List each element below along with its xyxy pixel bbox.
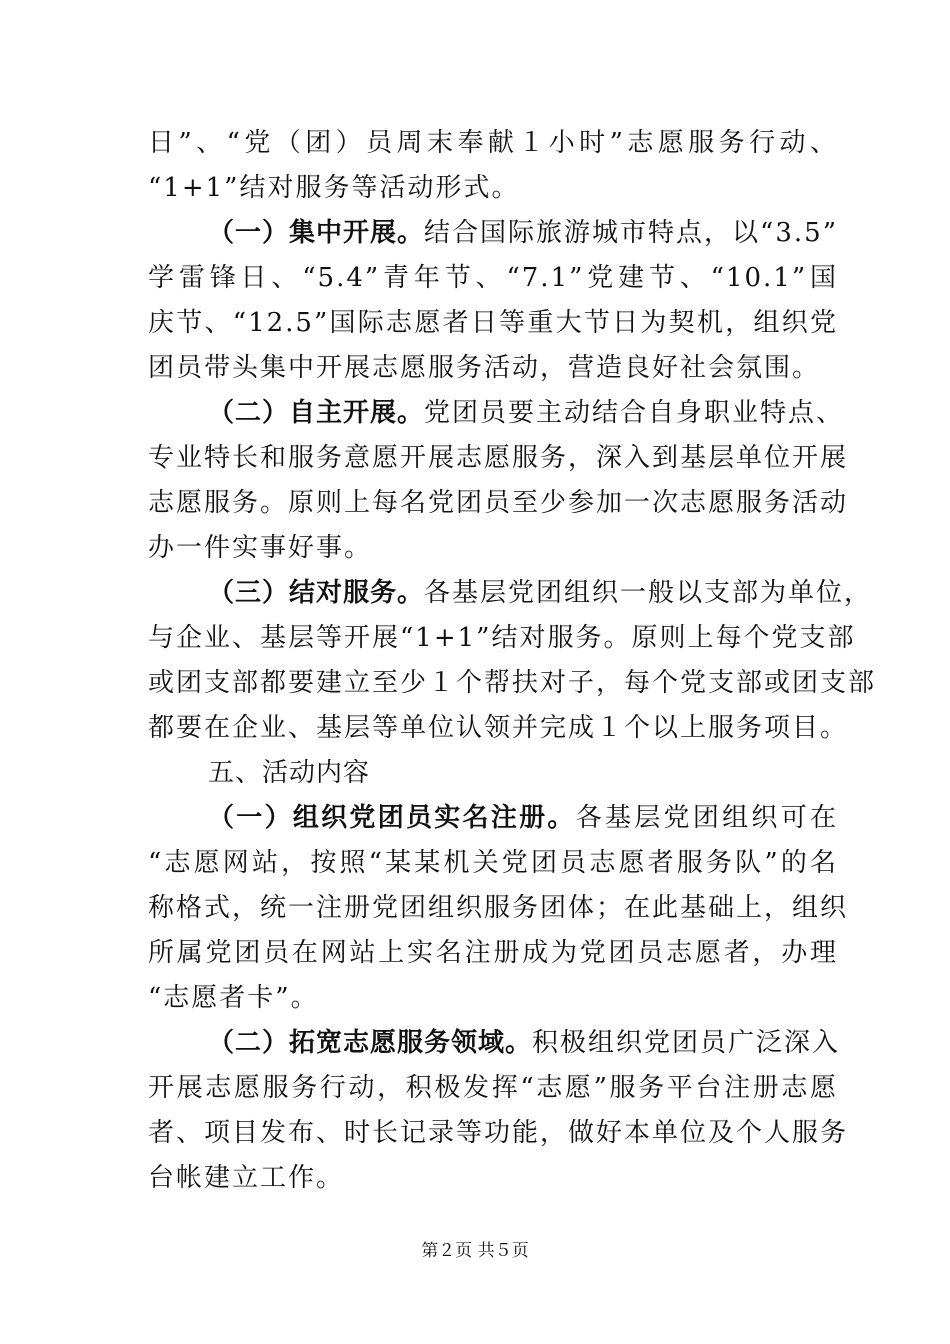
section-two-heading: （二）自主开展。: [208, 398, 425, 428]
activity-content-heading: 五、活动内容: [208, 758, 371, 788]
activity-two-line: 者、项目发布、时长记录等功能，做好本单位及个人服务: [148, 1118, 849, 1148]
section-one-first-line: [208, 218, 838, 248]
activity-one-line: 称格式，统一注册党团组织服务团体；在此基础上，组织: [148, 893, 849, 923]
section-three-line: 都要在企业、基层等单位认领并完成１个以上服务项目。: [148, 713, 849, 743]
activity-two-line: 开展志愿服务行动，积极发挥“志愿”服务平台注册志愿: [148, 1073, 838, 1103]
activity-one-text: 各基层党团组织可在: [575, 803, 838, 833]
activity-one-line: “志愿网站，按照“某某机关党团员志愿者服务队”的名: [148, 848, 838, 878]
section-two-line: 专业特长和服务意愿开展志愿服务，深入到基层单位开展: [148, 443, 849, 473]
activity-two-heading: （二）拓宽志愿服务领域。: [208, 1028, 533, 1058]
section-three-line: 与企业、基层等开展“1+1”结对服务。原则上每个党支部: [148, 623, 856, 653]
activity-one-first-line: [208, 803, 838, 833]
section-one-heading: （一）集中开展。: [208, 218, 425, 248]
section-three-text: 各基层党团组织一般以支部为单位，: [424, 578, 873, 608]
section-two-line: 志愿服务。原则上每名党团员至少参加一次志愿服务活动: [148, 488, 849, 518]
section-one-line: 庆节、“12.5”国际志愿者日等重大节日为契机，组织党: [148, 308, 838, 338]
section-three-line: 或团支部都要建立至少１个帮扶对子，每个党支部或团支部: [148, 668, 877, 698]
activity-one-line: 所属党团员在网站上实名注册成为党团员志愿者，办理: [148, 938, 838, 968]
section-three-heading: （三）结对服务。: [208, 578, 425, 608]
activity-two-first-line: [208, 1028, 841, 1058]
activity-one-heading: （一）组织党团员实名注册。: [208, 803, 576, 833]
section-one-line: 学雷锋日、“5.4”青年节、“7.1”党建节、“10.1”国: [148, 263, 838, 293]
section-two-line: 办一件实事好事。: [148, 533, 373, 563]
section-two-text: 党团员要主动结合自身职业特点、: [424, 398, 845, 428]
section-two-first-line: [208, 398, 845, 428]
paragraph-continuation-line: 日”、“党（团）员周末奉献１小时”志愿服务行动、: [148, 128, 838, 158]
paragraph-continuation-line: “1+1”结对服务等活动形式。: [148, 173, 520, 203]
activity-two-line: 台帐建立工作。: [148, 1163, 345, 1193]
activity-two-text: 积极组织党团员广泛深入: [532, 1028, 841, 1058]
page-number-footer: 第２页 共５页: [421, 1241, 529, 1261]
section-one-line: 团员带头集中开展志愿服务活动，营造良好社会氛围。: [148, 353, 821, 383]
section-three-first-line: [208, 578, 873, 608]
activity-one-line: “志愿者卡”。: [148, 983, 319, 1013]
section-one-text: 结合国际旅游城市特点，以“3.5”: [424, 218, 838, 248]
